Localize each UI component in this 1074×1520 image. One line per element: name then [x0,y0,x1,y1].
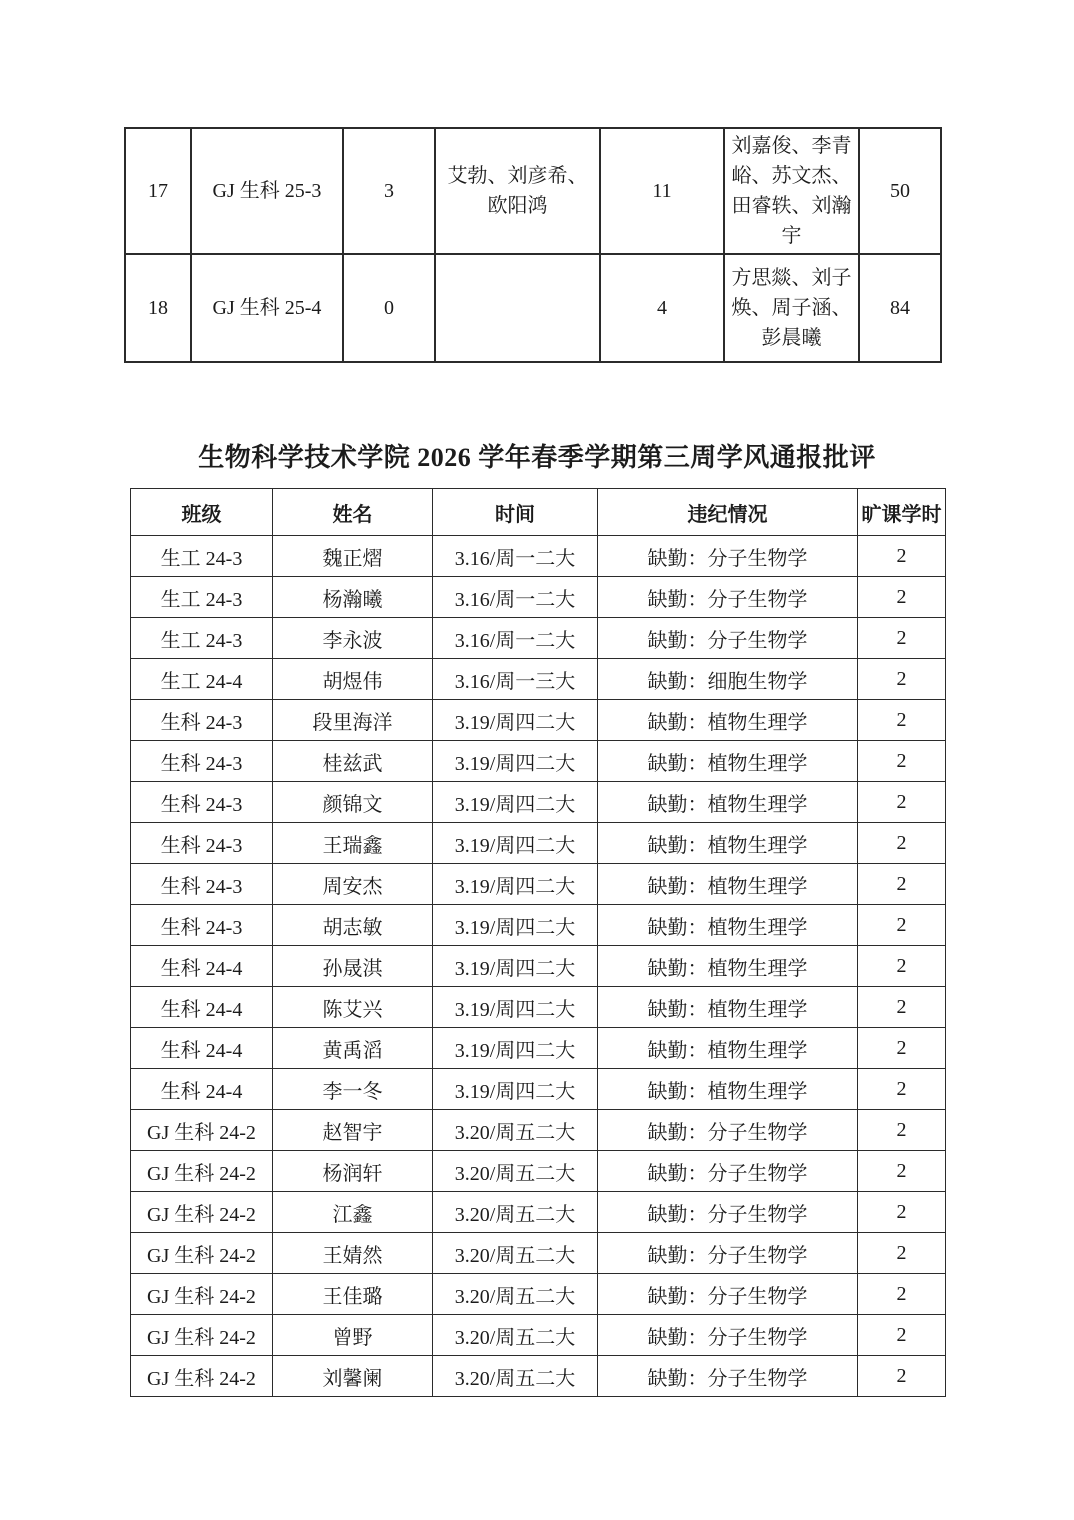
cell-student-names-1: 艾勃、刘彦希、欧阳鸿 [435,128,600,254]
cell-class: 生工 24-4 [131,659,273,700]
cell-violation: 缺勤：分子生物学 [598,1356,858,1397]
discipline-row [131,577,946,618]
cell-class: 生科 24-4 [131,946,273,987]
cell-absent-hours: 2 [858,1233,946,1274]
cell-time: 3.19/周四二大 [433,700,598,741]
cell-name: 孙晟淇 [273,946,433,987]
cell-time: 3.20/周五二大 [433,1233,598,1274]
cell-time: 3.16/周一二大 [433,577,598,618]
cell-absent-hours: 2 [858,1192,946,1233]
discipline-row [131,1274,946,1315]
cell-class: GJ 生科 24-2 [131,1110,273,1151]
cell-violation: 缺勤：分子生物学 [598,1151,858,1192]
cell-time: 3.20/周五二大 [433,1356,598,1397]
cell-class-name: GJ 生科 25-3 [191,128,343,254]
cell-count-1: 3 [343,128,435,254]
cell-class-name: GJ 生科 25-4 [191,254,343,362]
cell-class: 生科 24-4 [131,1069,273,1110]
cell-hours: 84 [859,254,941,362]
cell-violation: 缺勤：植物生理学 [598,1028,858,1069]
cell-violation: 缺勤：植物生理学 [598,987,858,1028]
cell-student-names-2: 刘嘉俊、李青峪、苏文杰、田睿轶、刘瀚宇 [724,128,859,254]
cell-class: GJ 生科 24-2 [131,1274,273,1315]
cell-absent-hours: 2 [858,618,946,659]
continuation-row [125,128,941,254]
cell-violation: 缺勤：分子生物学 [598,536,858,577]
cell-row-number: 18 [125,254,191,362]
cell-time: 3.19/周四二大 [433,1069,598,1110]
cell-absent-hours: 2 [858,577,946,618]
cell-violation: 缺勤：植物生理学 [598,946,858,987]
cell-absent-hours: 2 [858,823,946,864]
cell-name: 刘馨阑 [273,1356,433,1397]
cell-name: 黄禹滔 [273,1028,433,1069]
cell-name: 陈艾兴 [273,987,433,1028]
cell-class: 生工 24-3 [131,536,273,577]
discipline-row [131,1151,946,1192]
cell-absent-hours: 2 [858,1315,946,1356]
continuation-table [124,127,942,363]
report-title: 生物科学技术学院 2026 学年春季学期第三周学风通报批评 [198,443,876,472]
cell-time: 3.16/周一三大 [433,659,598,700]
cell-time: 3.20/周五二大 [433,1315,598,1356]
cell-count-2: 4 [600,254,724,362]
cell-class: GJ 生科 24-2 [131,1315,273,1356]
cell-time: 3.16/周一二大 [433,536,598,577]
cell-violation: 缺勤：分子生物学 [598,618,858,659]
cell-class: GJ 生科 24-2 [131,1151,273,1192]
cell-absent-hours: 2 [858,1069,946,1110]
cell-absent-hours: 2 [858,1110,946,1151]
cell-class: 生科 24-3 [131,823,273,864]
cell-absent-hours: 2 [858,1028,946,1069]
cell-time: 3.16/周一二大 [433,618,598,659]
cell-class: 生工 24-3 [131,577,273,618]
cell-count-2: 11 [600,128,724,254]
cell-absent-hours: 2 [858,782,946,823]
cell-time: 3.20/周五二大 [433,1110,598,1151]
discipline-row [131,700,946,741]
discipline-row [131,1233,946,1274]
cell-time: 3.19/周四二大 [433,864,598,905]
discipline-table [130,488,946,1397]
cell-name: 胡煜伟 [273,659,433,700]
discipline-row [131,1110,946,1151]
cell-class: 生科 24-3 [131,864,273,905]
header-name: 姓名 [273,489,433,536]
cell-class: 生科 24-3 [131,905,273,946]
cell-violation: 缺勤：植物生理学 [598,823,858,864]
cell-time: 3.20/周五二大 [433,1192,598,1233]
cell-name: 江鑫 [273,1192,433,1233]
cell-class: GJ 生科 24-2 [131,1233,273,1274]
discipline-row [131,782,946,823]
cell-absent-hours: 2 [858,946,946,987]
discipline-row [131,1028,946,1069]
cell-count-1: 0 [343,254,435,362]
cell-violation: 缺勤：植物生理学 [598,782,858,823]
cell-class: 生工 24-3 [131,618,273,659]
cell-violation: 缺勤：分子生物学 [598,1233,858,1274]
cell-name: 王婧然 [273,1233,433,1274]
discipline-row [131,1356,946,1397]
cell-absent-hours: 2 [858,905,946,946]
header-class: 班级 [131,489,273,536]
cell-absent-hours: 2 [858,700,946,741]
cell-time: 3.20/周五二大 [433,1151,598,1192]
cell-absent-hours: 2 [858,987,946,1028]
cell-violation: 缺勤：分子生物学 [598,1192,858,1233]
cell-time: 3.19/周四二大 [433,905,598,946]
cell-violation: 缺勤：分子生物学 [598,1315,858,1356]
cell-class: 生科 24-4 [131,1028,273,1069]
cell-class: GJ 生科 24-2 [131,1192,273,1233]
discipline-row [131,946,946,987]
discipline-row [131,1315,946,1356]
cell-violation: 缺勤：植物生理学 [598,864,858,905]
cell-name: 李永波 [273,618,433,659]
cell-class: 生科 24-4 [131,987,273,1028]
cell-violation: 缺勤：植物生理学 [598,700,858,741]
cell-absent-hours: 2 [858,864,946,905]
cell-name: 王瑞鑫 [273,823,433,864]
cell-student-names-2: 方思燚、刘子焕、周子涵、彭晨曦 [724,254,859,362]
cell-student-names-1 [435,254,600,362]
cell-class: 生科 24-3 [131,741,273,782]
cell-time: 3.19/周四二大 [433,987,598,1028]
cell-name: 颜锦文 [273,782,433,823]
discipline-row [131,905,946,946]
cell-time: 3.19/周四二大 [433,741,598,782]
cell-violation: 缺勤：分子生物学 [598,577,858,618]
cell-class: GJ 生科 24-2 [131,1356,273,1397]
cell-name: 曾野 [273,1315,433,1356]
cell-name: 段里海洋 [273,700,433,741]
cell-time: 3.19/周四二大 [433,823,598,864]
cell-name: 杨润轩 [273,1151,433,1192]
cell-violation: 缺勤：细胞生物学 [598,659,858,700]
cell-name: 桂兹武 [273,741,433,782]
cell-name: 李一冬 [273,1069,433,1110]
discipline-row [131,823,946,864]
cell-hours: 50 [859,128,941,254]
header-absent-hours: 旷课学时 [858,489,946,536]
discipline-header-row [131,489,946,536]
header-time: 时间 [433,489,598,536]
discipline-row [131,1069,946,1110]
cell-absent-hours: 2 [858,1356,946,1397]
discipline-row [131,864,946,905]
cell-name: 王佳璐 [273,1274,433,1315]
discipline-row [131,536,946,577]
discipline-row [131,1192,946,1233]
cell-class: 生科 24-3 [131,782,273,823]
cell-absent-hours: 2 [858,536,946,577]
cell-violation: 缺勤：分子生物学 [598,1110,858,1151]
cell-row-number: 17 [125,128,191,254]
cell-violation: 缺勤：植物生理学 [598,905,858,946]
cell-time: 3.19/周四二大 [433,1028,598,1069]
cell-absent-hours: 2 [858,1151,946,1192]
cell-absent-hours: 2 [858,741,946,782]
cell-time: 3.20/周五二大 [433,1274,598,1315]
discipline-row [131,987,946,1028]
header-violation: 违纪情况 [598,489,858,536]
cell-violation: 缺勤：植物生理学 [598,741,858,782]
discipline-row [131,741,946,782]
cell-time: 3.19/周四二大 [433,946,598,987]
cell-name: 赵智宇 [273,1110,433,1151]
continuation-row [125,254,941,362]
cell-violation: 缺勤：分子生物学 [598,1274,858,1315]
cell-absent-hours: 2 [858,659,946,700]
cell-time: 3.19/周四二大 [433,782,598,823]
discipline-row [131,659,946,700]
cell-name: 周安杰 [273,864,433,905]
cell-name: 魏正熠 [273,536,433,577]
cell-class: 生科 24-3 [131,700,273,741]
cell-violation: 缺勤：植物生理学 [598,1069,858,1110]
discipline-row [131,618,946,659]
cell-absent-hours: 2 [858,1274,946,1315]
cell-name: 胡志敏 [273,905,433,946]
cell-name: 杨瀚曦 [273,577,433,618]
